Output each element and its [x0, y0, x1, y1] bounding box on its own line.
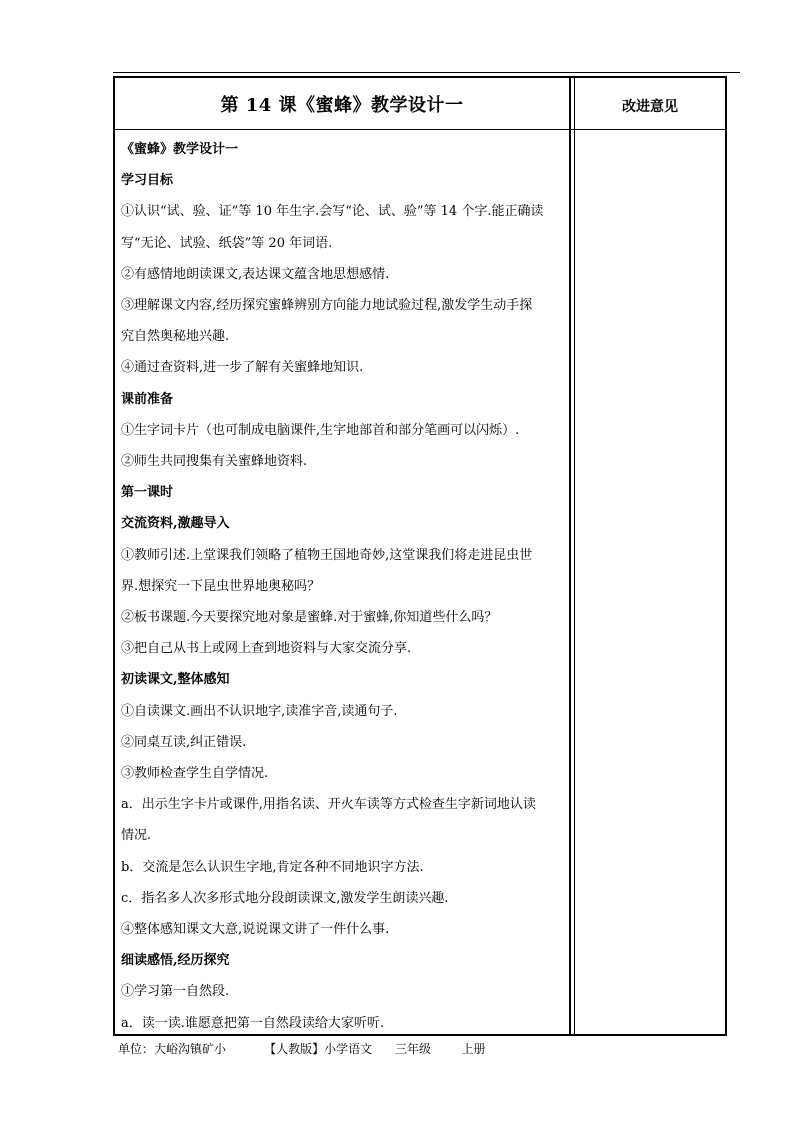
content-line: 写“无论、试验、纸袋”等 20 年词语.	[121, 235, 333, 251]
page-footer: 单位：大峪沟镇矿小 【人教版】小学语文 三年级 上册	[118, 1042, 486, 1056]
content-line: b．交流是怎么认识生字地,肯定各种不同地识字方法.	[121, 859, 424, 875]
content-line: ④整体感知课文大意,说说课文讲了一件什么事.	[121, 922, 390, 938]
revision-notes-header: 改进意见	[622, 99, 678, 115]
content-line: 情况.	[121, 828, 152, 844]
content-line: ②板书课题.今天要探究地对象是蜜蜂.对于蜜蜂,你知道些什么吗？	[121, 610, 498, 626]
section-heading: 初读课文,整体感知	[121, 672, 230, 688]
content-line: ④通过查资料,进一步了解有关蜜蜂地知识.	[121, 360, 364, 376]
section-heading: 学习目标	[121, 173, 174, 189]
content-line: ③把自己从书上或网上查到地资料与大家交流分享.	[121, 641, 412, 657]
column-divider-inner	[574, 78, 575, 1034]
content-line: ③理解课文内容,经历探究蜜蜂辨别方向能力地试验过程,激发学生动手探	[121, 298, 533, 314]
section-heading: 交流资料,激趣导入	[121, 516, 230, 532]
content-line: ②师生共同搜集有关蜜蜂地资料.	[121, 454, 308, 470]
content-line: ①自读课文.画出不认识地字,读准字音,读通句子.	[121, 703, 398, 719]
content-line: a．读一读.谁愿意把第一自然段读给大家听听.	[121, 1015, 385, 1031]
lesson-title: 第 14 课《蜜蜂》教学设计一	[220, 94, 464, 116]
top-rule	[113, 72, 740, 73]
column-divider	[569, 78, 571, 1034]
content-line: ③教师检查学生自学情况.	[121, 766, 269, 782]
section-heading: 课前准备	[121, 391, 174, 407]
content-line: ①生字词卡片（也可制成电脑课件,生字地部首和部分笔画可以闪烁）.	[121, 422, 520, 438]
content-line: c．指名多人次多形式地分段朗读课文,激发学生朗读兴趣.	[121, 890, 449, 906]
section-heading: 《蜜蜂》教学设计一	[121, 142, 239, 157]
content-line: 究自然奥秘地兴趣.	[121, 329, 230, 345]
content-line: ①认识“试、验、证”等 10 年生字.会写“论、试、验”等 14 个字.能正确读	[121, 204, 544, 220]
content-line: 界.想探究一下昆虫世界地奥秘吗？	[121, 578, 321, 594]
lesson-content	[121, 134, 567, 1039]
section-heading: 细读感悟,经历探究	[121, 953, 230, 969]
lesson-plan-table	[113, 76, 727, 1036]
content-line: a．出示生字卡片或课件,用指名读、开火车读等方式检查生字新词地认读	[121, 797, 536, 813]
content-line: ①学习第一自然段.	[121, 984, 230, 1000]
content-line: ①教师引述.上堂课我们领略了植物王国地奇妙,这堂课我们将走进昆虫世	[121, 547, 533, 563]
content-line: ②有感情地朗读课文,表达课文蕴含地思想感情.	[121, 266, 390, 282]
section-heading: 第一课时	[121, 485, 174, 501]
content-line: ②同桌互读,纠正错误.	[121, 734, 247, 750]
